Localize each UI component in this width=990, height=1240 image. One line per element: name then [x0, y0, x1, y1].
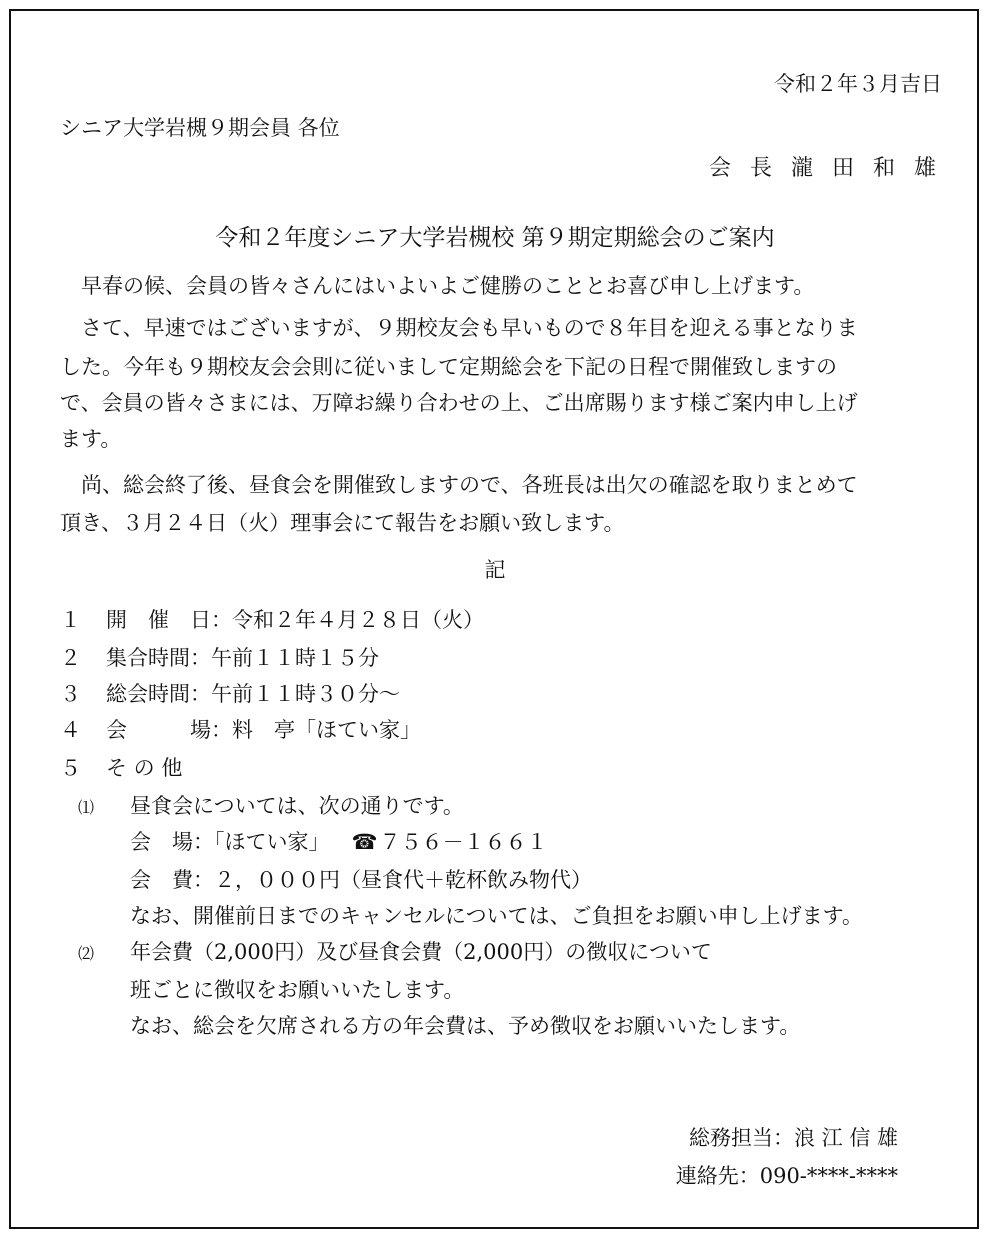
sub-item-mark: ⑵	[78, 944, 95, 963]
ki-heading: 記	[484, 558, 506, 582]
sub-item-heading	[78, 938, 712, 968]
collection-line: 班ごとに徴収をお願いいたします。	[130, 978, 465, 1002]
document-title: 令和２年度シニア大学岩槻校 第９期定期総会のご案内	[215, 225, 775, 251]
venue-text: 会 場：「ほてい家」	[130, 830, 330, 854]
sub-item-text: 年会費（2,000円）及び昼食会費（2,000円）の徴収について	[130, 940, 712, 964]
item-text: 会 場：料 亭「ほてい家」	[106, 718, 421, 742]
fee-line: 会 費：２，０００円（昼食代＋乾杯飲み物代）	[130, 868, 592, 892]
phone-number: ７５６－１６６１	[379, 830, 548, 854]
body-line: で、会員の皆々さまには、万障お繰り合わせの上、ご出席賜ります様ご案内申し上げ	[60, 391, 858, 415]
sender: 会 長 瀧 田 和 雄	[709, 156, 942, 181]
absent-note: なお、総会を欠席される方の年会費は、予め徴収をお願いいたします。	[130, 1014, 801, 1038]
sub-item-text: 昼食会については、次の通りです。	[130, 794, 464, 818]
item-number: ５	[60, 756, 81, 780]
body-line: 尚、総会終了後、昼食会を開催致しますので、各班長は出欠の確認を取りまとめて	[60, 473, 858, 497]
phone-icon: ☎	[351, 830, 378, 854]
item-text: そ の 他	[106, 756, 183, 780]
recipient: シニア大学岩槻９期会員 各位	[60, 116, 340, 140]
body-line: 頂き、３月２４日（火）理事会にて報告をお願い致します。	[60, 511, 625, 535]
body-line: 早春の候、会員の皆々さんにはいよいよご健勝のこととお喜び申し上げます。	[60, 274, 815, 298]
item-text: 集合時間：午前１１時１５分	[106, 646, 379, 670]
list-item	[60, 754, 182, 782]
manager-name: 総務担当：浪 江 信 雄	[688, 1126, 898, 1150]
item-number: ２	[60, 646, 81, 670]
contact-number: 連絡先：090-****-****	[675, 1164, 898, 1188]
sub-item-heading	[78, 792, 464, 822]
list-item	[60, 680, 400, 708]
sub-item-mark: ⑴	[78, 798, 95, 817]
item-text: 開 催 日：令和２年４月２８日（火）	[106, 608, 484, 632]
venue-line	[130, 828, 548, 856]
item-text: 総会時間：午前１１時３０分～	[106, 682, 400, 706]
item-number: １	[60, 608, 81, 632]
cancel-note: なお、開催前日までのキャンセルについては、ご負担をお願い申し上げます。	[130, 904, 863, 928]
list-item	[60, 606, 484, 634]
body-line: さて、早速ではございますが、９期校友会も早いもので８年目を迎える事となりま	[60, 316, 858, 340]
item-number: ４	[60, 718, 81, 742]
list-item	[60, 644, 379, 672]
issue-date: 令和２年３月吉日	[774, 72, 942, 96]
list-item	[60, 716, 421, 744]
body-line: ます。	[60, 427, 122, 451]
body-line: した。今年も９期校友会会則に従いまして定期総会を下記の日程で開催致しますの	[60, 355, 837, 379]
item-number: ３	[60, 682, 81, 706]
